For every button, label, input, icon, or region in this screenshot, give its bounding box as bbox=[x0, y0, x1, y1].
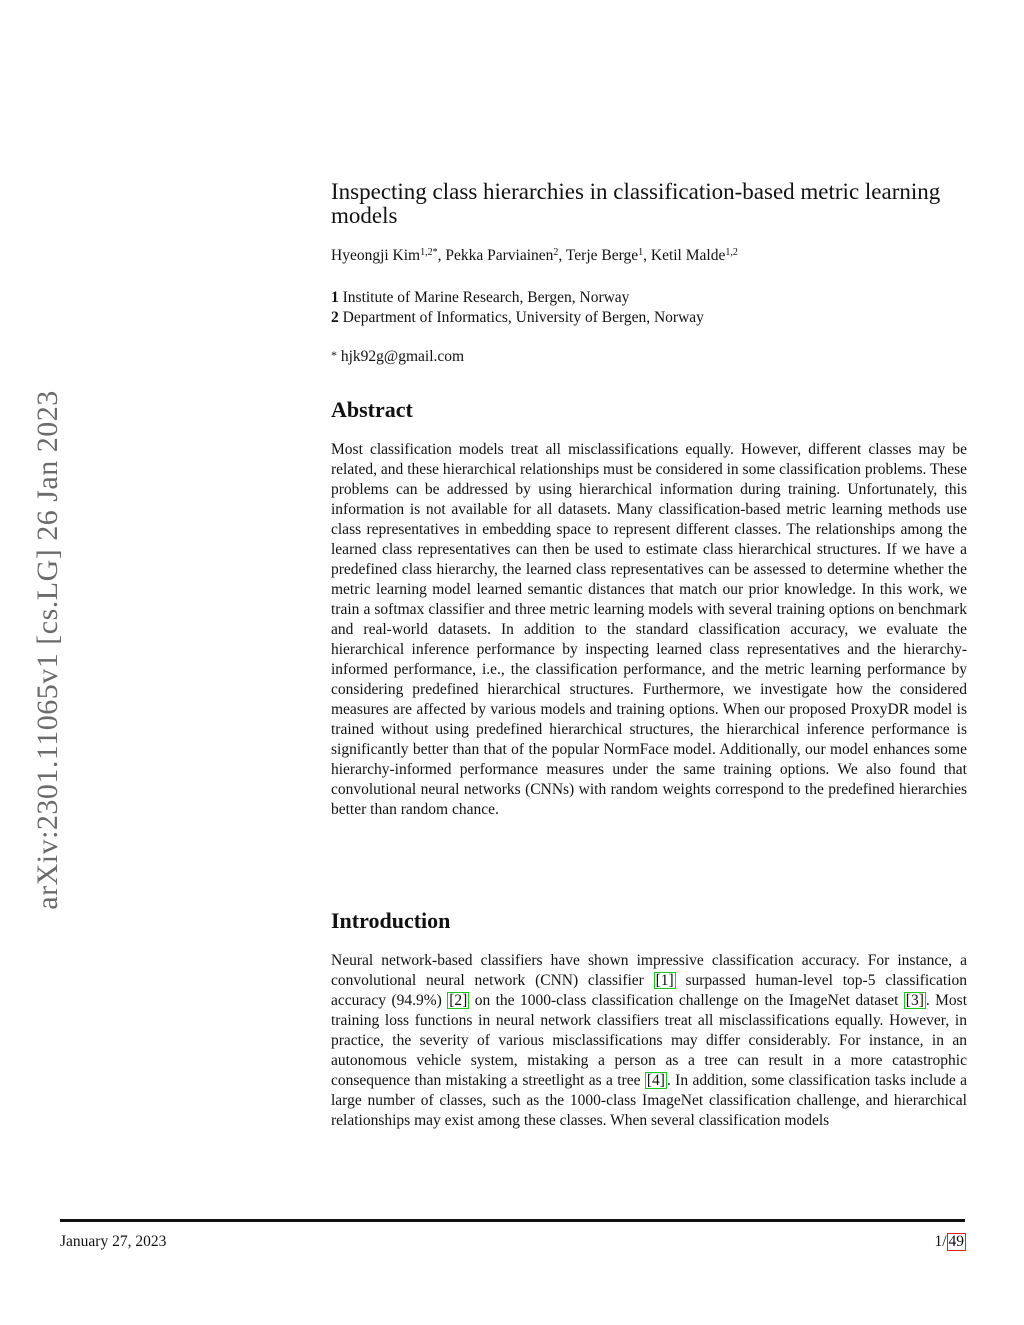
affiliation-number: 2 bbox=[331, 309, 339, 326]
author-name: Terje Berge bbox=[565, 247, 639, 264]
author-affil-sup: 2 bbox=[553, 247, 559, 258]
intro-text: surpassed human-level top-5 classification accuracy (94.9%) bbox=[331, 972, 968, 1009]
affiliation-item bbox=[331, 288, 967, 308]
intro-text: on the 1000-class classification challenge on the ImageNet dataset bbox=[469, 992, 904, 1009]
author-name: Ketil Malde bbox=[650, 247, 726, 264]
page-current: 1/ bbox=[934, 1233, 947, 1250]
paper-title: Inspecting class hierarchies in classification-based metric learning models bbox=[331, 179, 941, 228]
affiliation-number: 1 bbox=[331, 289, 339, 306]
footer-date: January 27, 2023 bbox=[60, 1233, 167, 1250]
intro-text: . Most training loss functions in neural network classifiers treat all misclassifications equally. However, in practice, the severity of various misclassifications may differ considerably. For instance, in an autonomous vehicle system, mistaking a person as a tree can result in a more catastrophic consequence than mistaking a streetlight as a tree bbox=[331, 992, 968, 1089]
author-name: Pekka Parviainen bbox=[445, 247, 554, 264]
page-number bbox=[934, 1232, 966, 1252]
arxiv-side-identifier bbox=[18, 360, 78, 940]
abstract-heading: Abstract bbox=[331, 397, 413, 422]
author-affil-sup: 1,2* bbox=[420, 247, 438, 258]
footer-divider bbox=[60, 1219, 965, 1222]
email-address[interactable]: hjk92g@gmail.com bbox=[340, 348, 465, 365]
author-affil-sup: 1 bbox=[638, 247, 644, 258]
affiliation-text: Institute of Marine Research, Bergen, Norway bbox=[342, 289, 630, 306]
citation-link[interactable]: [1] bbox=[655, 972, 674, 989]
citation-link[interactable]: [3] bbox=[905, 992, 924, 1009]
introduction-heading: Introduction bbox=[331, 908, 451, 933]
author-affil-sup: 1,2 bbox=[725, 247, 738, 258]
citation-link[interactable]: [4] bbox=[646, 1072, 665, 1089]
corresponding-email bbox=[331, 347, 967, 367]
affiliation-item bbox=[331, 308, 967, 328]
intro-text: . In addition, some classification tasks include a large number of classes, such as the 1000-class ImageNet classification challenge, and hierarchical relationships may exist among these classes. When several classification models bbox=[331, 1072, 967, 1129]
abstract-body: Most classification models treat all misclassifications equally. However, different classes may be related, and these hierarchical relationships must be considered in some classification problems. These problems can be addressed by using hierarchical information during training. Unfortunately, this information is not available for all datasets. Many classification-based metric learning methods use class representatives in embedding space to represent different classes. The relationships among the learned class representatives can then be used to estimate class hierarchical structures. If we have a predefined class hierarchy, the learned class representatives can be assessed to determine whether the metric learning model learned semantic distances that match our prior knowledge. In this work, we train a softmax classifier and three metric learning models with several training options on benchmark and real-world datasets. In addition to the standard classification accuracy, we evaluate the hierarchical inference performance by inspecting learned class representatives and the hierarchy-informed performance, i.e., the classification performance, and the metric learning performance by considering predefined hierarchical structures. Furthermore, we investigate how the considered measures are affected by various models and training options. When our proposed ProxyDR model is trained without using predefined hierarchical structures, the hierarchical inference performance is significantly better than that of the popular NormFace model. Additionally, our model enhances some hierarchy-informed performance measures under the same training options. We also found that convolutional neural networks (CNNs) with random weights correspond to the predefined hierarchies better than random chance. bbox=[331, 441, 967, 818]
email-marker: * bbox=[331, 348, 337, 362]
introduction-body bbox=[331, 951, 967, 1131]
intro-text: Neural network-based classifiers have shown impressive classification accuracy. For instance, a convolutional neural network (CNN) classifier bbox=[331, 952, 967, 989]
author-name: Hyeongji Kim bbox=[331, 247, 421, 264]
affiliation-text: Department of Informatics, University of Bergen, Norway bbox=[342, 309, 704, 326]
page-total-link[interactable]: 49 bbox=[948, 1233, 964, 1250]
citation-link[interactable]: [2] bbox=[449, 992, 468, 1009]
author-list: Hyeongji Kim$^{1,2*}$, Pekka Parviainen$^2$, Terje Berge$^1$, Ketil Malde$^{1,2}$ bbox=[331, 247, 738, 264]
arxiv-id-text: arXiv:2301.11065v1 [cs.LG] 26 Jan 2023 bbox=[31, 390, 64, 910]
affiliation-list bbox=[331, 288, 967, 328]
